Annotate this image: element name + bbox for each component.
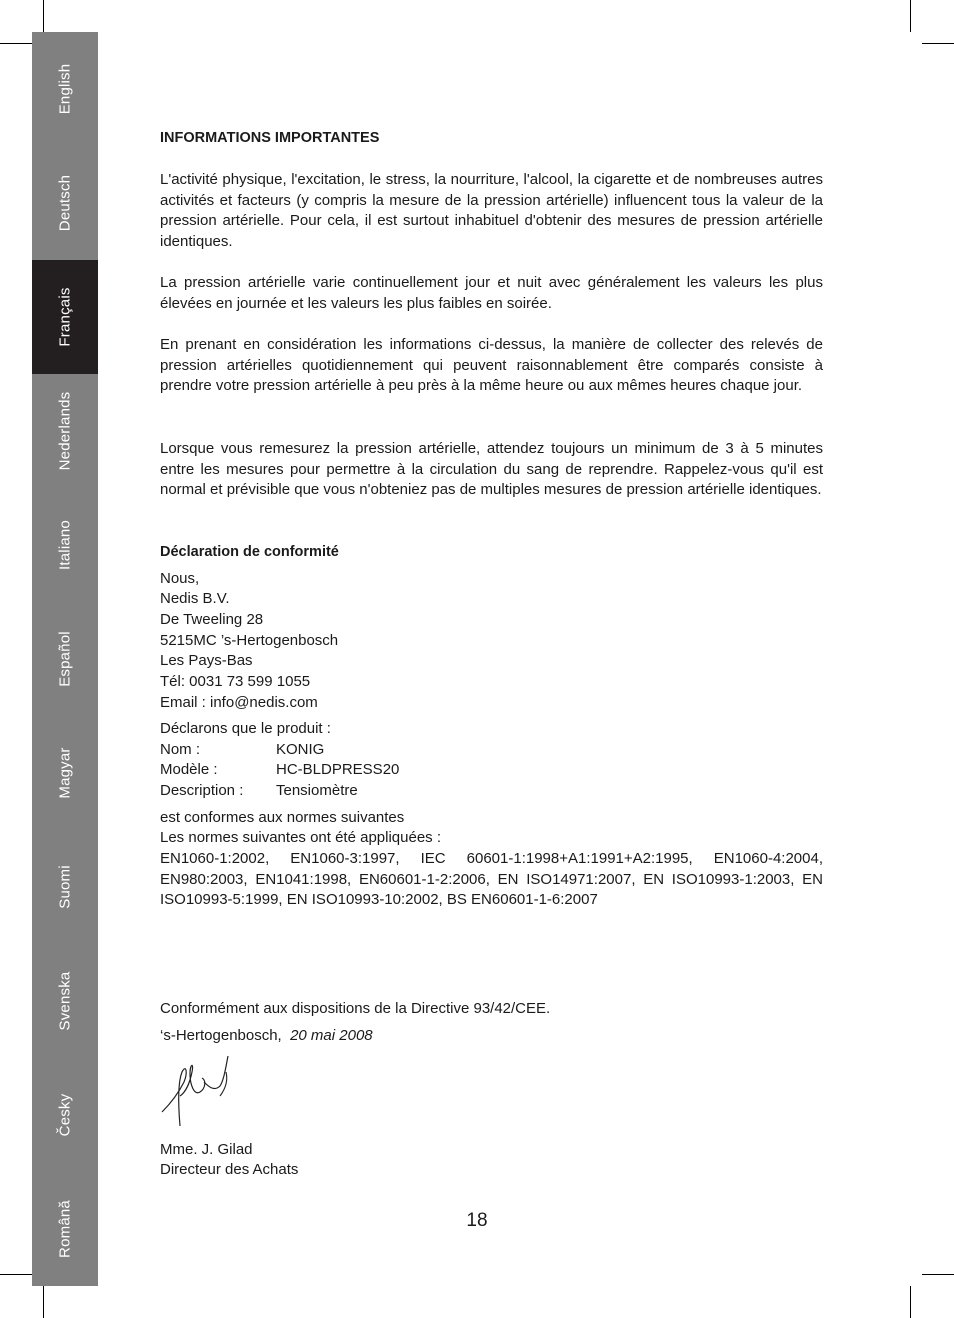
place: ‘s-Hertogenbosch, xyxy=(160,1027,282,1044)
email-line: Email : info@nedis.com xyxy=(160,694,318,711)
tab-label: Nederlands xyxy=(56,391,74,471)
crop-mark xyxy=(910,0,911,32)
crop-mark xyxy=(0,43,32,44)
product-row xyxy=(160,740,324,761)
paragraph: Lorsque vous remesurez la pression artérielle, attendez toujours un minimum de 3 à 5 minutes entre les mesures pour permettre à la circulation du sang de reprendre. Rappelez-vous qu'il est normal et prévisible que vous n'obteniez pas de multiples mesures de pression artérielle identiques. xyxy=(160,440,823,499)
product-row xyxy=(160,760,399,781)
tab-label: Français xyxy=(56,287,74,347)
tab-svenska[interactable] xyxy=(32,944,98,1058)
product-value: KONIG xyxy=(276,741,325,758)
tab-label: Deutsch xyxy=(56,174,74,232)
product-value: HC-BLDPRESS20 xyxy=(276,761,400,778)
address-line: Tél: 0031 73 599 1055 xyxy=(160,673,311,690)
tab-label: English xyxy=(56,63,74,115)
crop-mark xyxy=(43,1286,44,1318)
standards-intro: Les normes suivantes ont été appliquées : xyxy=(160,829,442,846)
tab-english[interactable] xyxy=(32,32,98,146)
directive-line: Conformément aux dispositions de la Directive 93/42/CEE. xyxy=(160,1000,551,1017)
product-label: Nom : xyxy=(160,741,201,758)
place-date-line xyxy=(160,1026,373,1047)
crop-mark xyxy=(43,0,44,32)
tab-romana[interactable] xyxy=(32,1172,98,1286)
signer-title: Directeur des Achats xyxy=(160,1161,299,1178)
declaration-title: Déclaration de conformité xyxy=(160,544,339,560)
address-line: De Tweeling 28 xyxy=(160,611,264,628)
paragraph: L'activité physique, l'excitation, le stress, la nourriture, l'alcool, la cigarette et de nombreuses autres activités et facteurs (y compris la mesure de la pression artérielle) influencent tous la valeur de la pression artérielle. Pour cela, il est surtout inhabituel d'obtenir des mesures de pression artérielle identiques. xyxy=(160,171,823,251)
tab-label: Español xyxy=(56,631,74,687)
tab-label: Italiano xyxy=(56,520,74,570)
page-number: 18 xyxy=(466,1210,488,1231)
crop-mark xyxy=(910,1286,911,1318)
paragraph: La pression artérielle varie continuellement jour et nuit avec généralement les valeurs les plus élevées en journée et les valeurs les plus faibles en soirée. xyxy=(160,274,823,312)
tab-suomi[interactable] xyxy=(32,830,98,944)
tab-magyar[interactable] xyxy=(32,716,98,830)
tab-label: Magyar xyxy=(56,747,74,799)
address-line: Les Pays-Bas xyxy=(160,652,253,669)
language-sidebar xyxy=(32,32,98,1286)
product-label: Modèle : xyxy=(160,761,218,778)
tab-cesky[interactable] xyxy=(32,1058,98,1172)
paragraph: En prenant en considération les informations ci-dessus, la manière de collecter des relevés de pression artérielles quotidiennement qui peuvent raisonnablement être comparés consiste à prendre votre pression artérielle à peu près à la même heure ou aux mêmes heures chaque jour. xyxy=(160,336,823,395)
product-intro: Déclarons que le produit : xyxy=(160,720,331,737)
tab-label: Česky xyxy=(56,1093,74,1137)
signer-name: Mme. J. Gilad xyxy=(160,1141,253,1158)
page-title: INFORMATIONS IMPORTANTES xyxy=(160,130,380,146)
tab-deutsch[interactable] xyxy=(32,146,98,260)
product-label: Description : xyxy=(160,782,244,799)
tab-label: Svenska xyxy=(56,971,74,1031)
standards-list: EN1060-1:2002, EN1060-3:1997, IEC 60601-1:1998+A1:1991+A2:1995, EN1060-4:2004, EN980:2003, EN1041:1998, EN60601-1-2:2006, EN ISO14971:2007, EN ISO10993-1:2003, EN ISO10993-5:1999, EN ISO10993-10:2002, BS EN60601-1-6:2007 xyxy=(160,850,823,909)
address-line: 5215MC ’s-Hertogenbosch xyxy=(160,632,339,649)
signature-image xyxy=(160,1052,240,1130)
tab-francais[interactable] xyxy=(32,260,98,374)
crop-mark xyxy=(922,1274,954,1275)
tab-label: Română xyxy=(56,1200,74,1258)
date: 20 mai 2008 xyxy=(290,1027,373,1044)
tab-espanol[interactable] xyxy=(32,602,98,716)
crop-mark xyxy=(0,1274,32,1275)
tab-italiano[interactable] xyxy=(32,488,98,602)
crop-mark xyxy=(922,43,954,44)
product-value: Tensiomètre xyxy=(276,782,358,799)
product-row xyxy=(160,781,358,802)
tab-nederlands[interactable] xyxy=(32,374,98,488)
tab-label: Suomi xyxy=(56,865,74,909)
address-line: Nous, xyxy=(160,570,200,587)
conformity-line: est conformes aux normes suivantes xyxy=(160,809,405,826)
address-line: Nedis B.V. xyxy=(160,590,230,607)
